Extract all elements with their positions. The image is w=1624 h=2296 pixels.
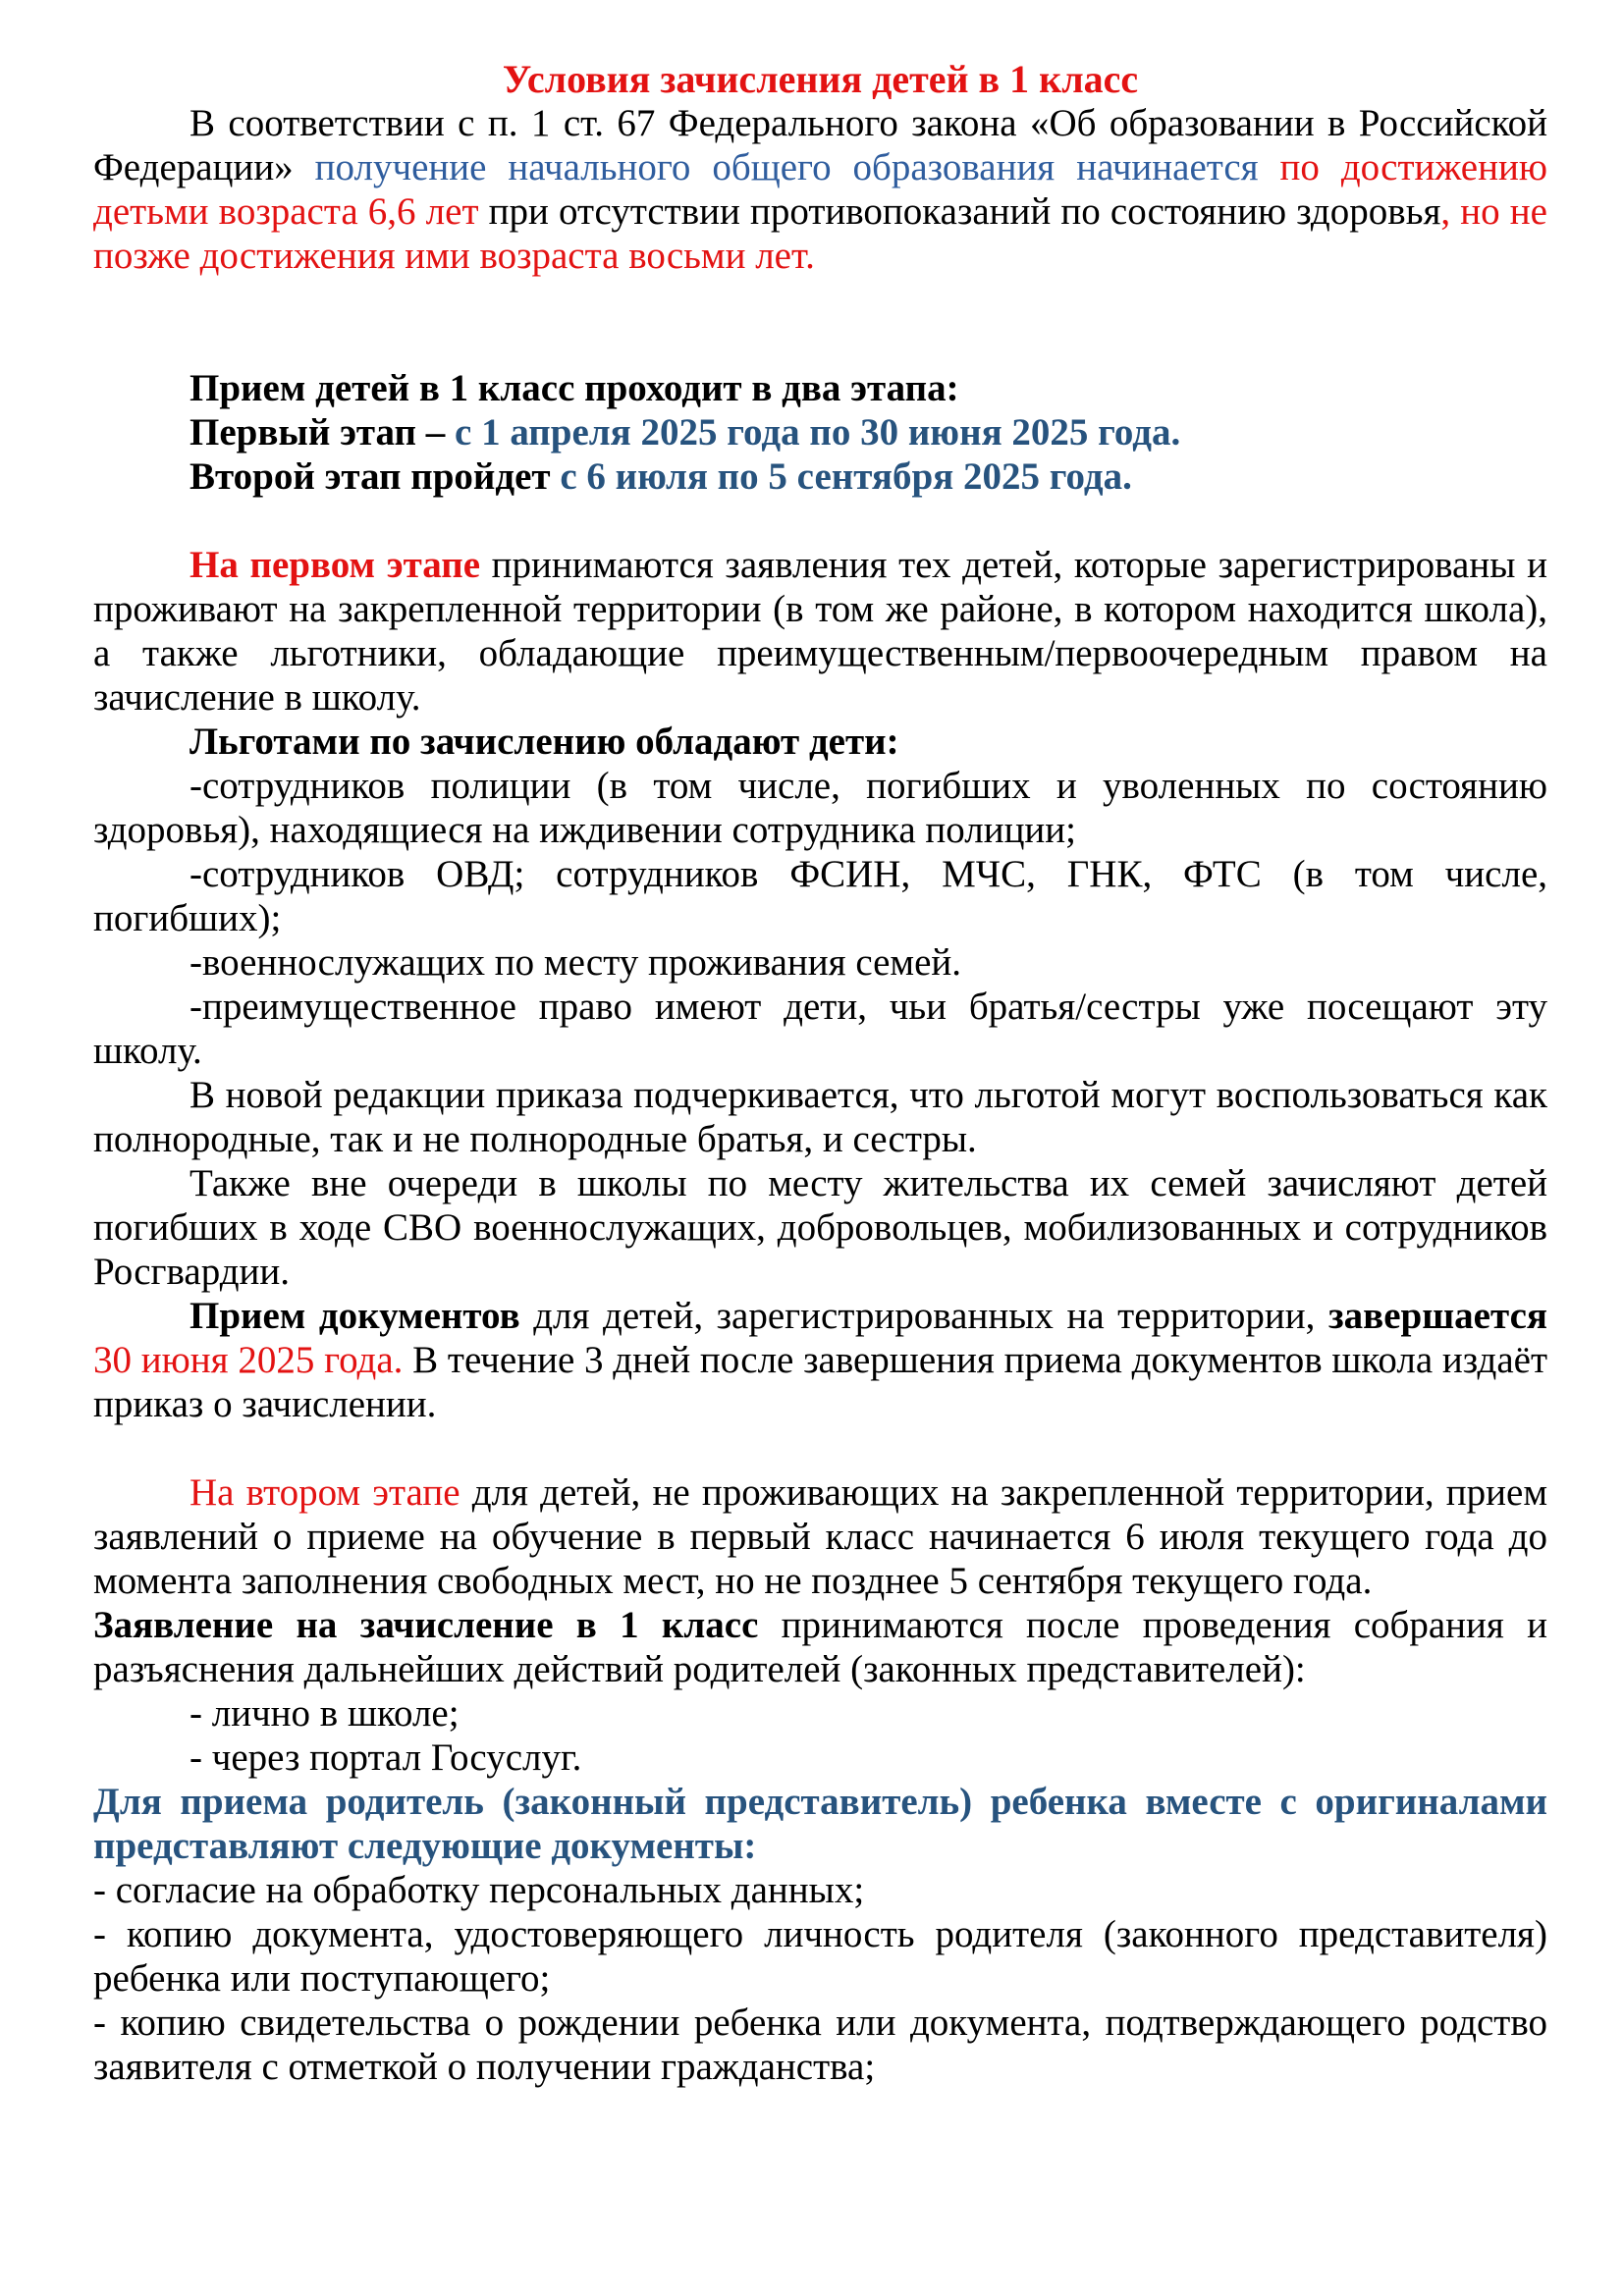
text-run: Заявление на зачисление в 1 класс (93, 1604, 782, 1646)
text-run: - копию документа, удостоверяющего личность родителя (законного представителя) ребенка или поступающего; (93, 1913, 1547, 2000)
benefits-heading (93, 720, 1547, 764)
document-title: Условия зачисления детей в 1 класс (502, 57, 1139, 101)
text-run: с 1 апреля 2025 года по 30 июня 2025 года. (455, 411, 1181, 454)
text-run: принимаются заявления тех детей, которые зарегистрированы и проживают на закрепленной территории (в том же районе, в котором находится школа), а также льготники, обладающие преимущественным/первоочередным правом на зачисление в школу. (93, 544, 1547, 719)
stages-heading (93, 366, 1547, 410)
text-run: для детей, не проживающих на закрепленной территории, прием заявлений о приеме на обучение в первый класс начинается 6 июля текущего года до момента заполнения свободных мест, но не позднее 5 сентября текущего года. (93, 1471, 1548, 1602)
text-run: Второй этап пройдет (189, 455, 561, 498)
doc-item-consent (93, 1868, 1547, 1912)
option-gosuslugi (93, 1735, 1547, 1780)
benefit-item-ovd (93, 852, 1547, 940)
application-paragraph (93, 1603, 1547, 1691)
text-run: Также вне очереди в школы по месту жительства их семей зачисляют детей погибших в ходе СВО военнослужащих, добровольцев, мобилизованных и сотрудников Росгвардии. (93, 1162, 1547, 1293)
first-stage-paragraph (93, 543, 1547, 720)
text-run: В течение 3 дней после завершения приема документов школа издаёт приказ о зачислении. (93, 1339, 1547, 1425)
document-body (93, 101, 1547, 2089)
text-run: 30 июня 2025 года. (93, 1339, 413, 1381)
text-run: В соответствии с п. 1 ст. 67 Федерального закона «Об образовании в Российской Федерации» (93, 102, 1547, 188)
text-run: - согласие на обработку персональных данных; (93, 1869, 865, 1911)
text-run: -сотрудников полиции (в том числе, погибших и уволенных по состоянию здоровья), находящиеся на иждивении сотрудника полиции; (93, 765, 1547, 851)
text-run: На втором этапе (189, 1471, 472, 1514)
documents-deadline-paragraph (93, 1294, 1547, 1426)
text-run: - через портал Госуслуг. (189, 1736, 582, 1779)
text-run: завершается (1327, 1295, 1547, 1337)
text-run: получение начального общего образования начинается (314, 146, 1280, 188)
new-edition-paragraph (93, 1073, 1547, 1161)
text-run: с 6 июля по 5 сентября 2025 года. (560, 455, 1132, 498)
doc-item-birth-certificate (93, 2001, 1547, 2089)
option-in-school (93, 1691, 1547, 1735)
text-run: В новой редакции приказа подчеркивается, что льготой могут воспользоваться как полнородные, так и не полнородные братья, и сестры. (93, 1074, 1547, 1160)
blank-before-second-stage (93, 1426, 1547, 1470)
blank-after-intro (93, 278, 1547, 366)
text-run: Для приема родитель (законный представитель) ребенка вместе с оригиналами представляют следующие документы: (93, 1781, 1547, 1867)
text-run: - лично в школе; (189, 1692, 460, 1735)
benefit-item-siblings (93, 985, 1547, 1073)
svo-paragraph (93, 1161, 1547, 1294)
documents-list-heading (93, 1780, 1547, 1868)
text-run: -сотрудников ОВД; сотрудников ФСИН, МЧС, ГНК, ФТС (в том числе, погибших); (93, 853, 1547, 939)
text-run: - копию свидетельства о рождении ребенка или документа, подтверждающего родство заявителя с отметкой о получении гражданства; (93, 2002, 1547, 2088)
text-run: Прием документов (189, 1295, 534, 1337)
blank-after-stages (93, 499, 1547, 543)
text-run: На первом этапе (189, 544, 492, 586)
text-run: при отсутствии противопоказаний по состоянию здоровья (488, 190, 1441, 233)
text-run: принимаются после проведения собрания и разъяснения дальнейших действий родителей (законных представителей): (93, 1604, 1547, 1690)
text-run: по достижению детьми возраста 6,6 лет (93, 146, 1547, 233)
text-run: для детей, зарегистрированных на территории, (533, 1295, 1328, 1337)
stage1-dates (93, 410, 1547, 454)
benefit-item-military (93, 940, 1547, 985)
text-run: Льготами по зачислению обладают дети: (189, 721, 899, 763)
text-run: , но не позже достижения ими возраста восьми лет. (93, 190, 1547, 277)
stage2-dates (93, 454, 1547, 499)
text-run: -военнослужащих по месту проживания семей. (189, 941, 962, 984)
benefit-item-police (93, 764, 1547, 852)
text-run: Прием детей в 1 класс проходит в два этапа: (189, 367, 959, 409)
text-run: Первый этап – (189, 411, 456, 454)
intro-paragraph (93, 101, 1547, 278)
doc-item-parent-id (93, 1912, 1547, 2001)
second-stage-paragraph (93, 1470, 1547, 1603)
text-run: -преимущественное право имеют дети, чьи братья/сестры уже посещают эту школу. (93, 986, 1547, 1072)
